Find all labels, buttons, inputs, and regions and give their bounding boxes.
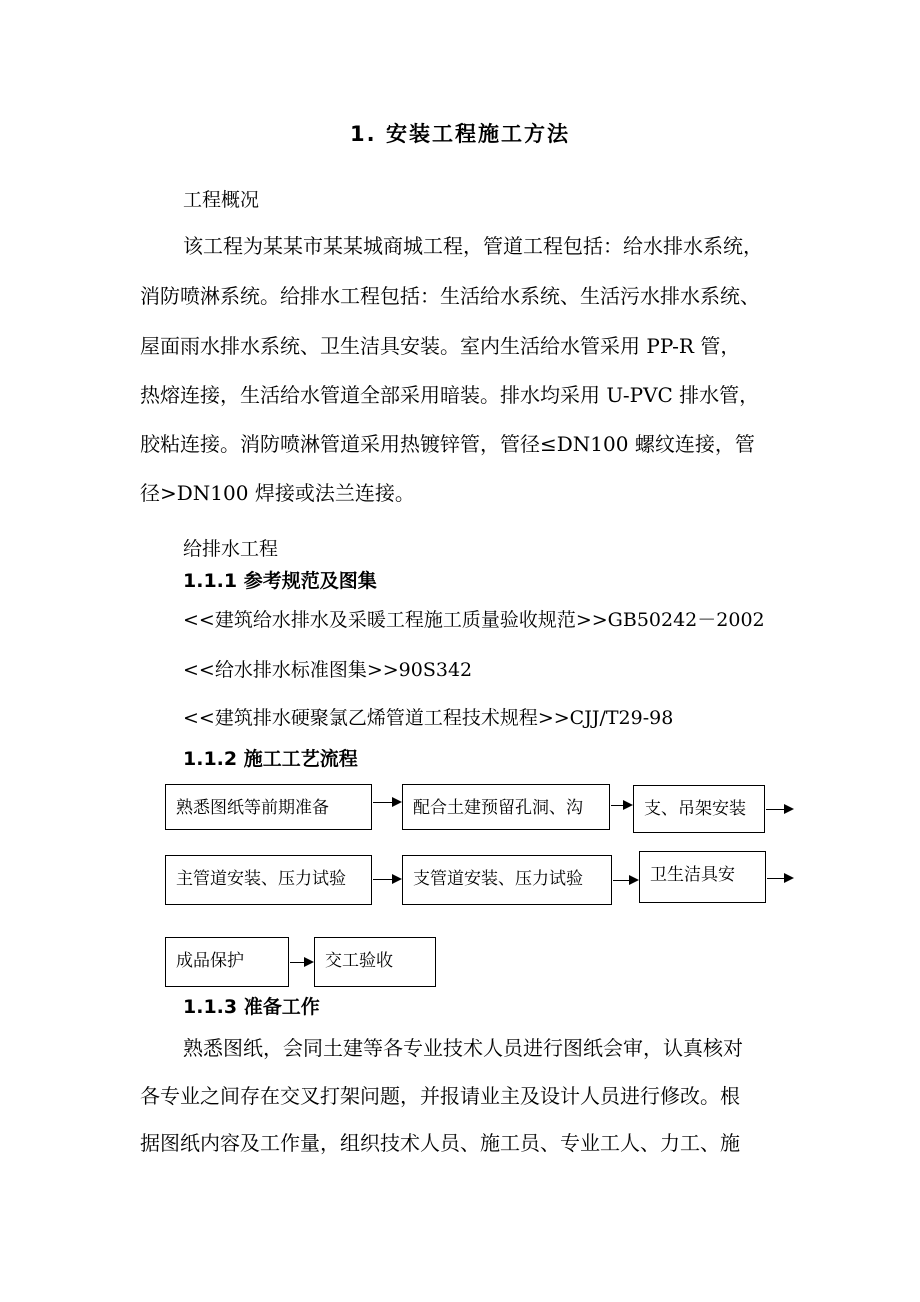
overview-line-6: 径>DN100 焊接或法兰连接。: [140, 481, 415, 505]
flow-step-8: 交工验收: [314, 937, 436, 987]
page-title: 1. 安装工程施工方法: [350, 122, 570, 146]
section-1-1-2-heading: 1.1.2 施工工艺流程: [183, 748, 358, 770]
flow-step-5: 支管道安装、压力试验: [402, 855, 612, 905]
flow-arrow-1: [373, 802, 400, 803]
reference-2: <<给水排水标准图集>>90S342: [183, 659, 473, 681]
flow-step-4: 主管道安装、压力试验: [165, 855, 372, 905]
flow-arrow-2: [611, 805, 631, 806]
flow-arrow-7: [290, 962, 312, 963]
prep-line-2: 各专业之间存在交叉打架问题，并报请业主及设计人员进行修改。根: [140, 1084, 740, 1108]
section-1-1-3-heading: 1.1.3 准备工作: [183, 996, 320, 1018]
reference-3: <<建筑排水硬聚氯乙烯管道工程技术规程>>CJJ/T29-98: [183, 707, 674, 729]
flow-step-3: 支、吊架安装: [633, 785, 765, 833]
section-1-1-1-heading: 1.1.1 参考规范及图集: [183, 570, 377, 592]
flow-step-7: 成品保护: [165, 937, 289, 987]
flow-step-2: 配合土建预留孔洞、沟: [402, 784, 610, 830]
overview-line-5: 胶粘连接。消防喷淋管道采用热镀锌管，管径≤DN100 螺纹连接，管: [140, 432, 755, 456]
flow-arrow-4: [373, 879, 400, 880]
flow-arrow-5: [613, 880, 637, 881]
overview-line-1: 该工程为某某市某某城商城工程，管道工程包括：给水排水系统，: [183, 234, 763, 258]
flow-step-6: 卫生洁具安: [639, 851, 766, 903]
prep-line-1: 熟悉图纸，会同土建等各专业技术人员进行图纸会审，认真核对: [183, 1036, 743, 1060]
flow-step-1: 熟悉图纸等前期准备: [165, 784, 372, 830]
flow-arrow-6: [767, 878, 792, 879]
overview-heading: 工程概况: [183, 189, 260, 211]
prep-line-3: 据图纸内容及工作量，组织技术人员、施工员、专业工人、力工、施: [140, 1131, 740, 1155]
plumbing-heading: 给排水工程: [183, 538, 279, 560]
reference-1: <<建筑给水排水及采暖工程施工质量验收规范>>GB50242－2002: [183, 609, 765, 631]
flow-arrow-3: [766, 809, 792, 810]
overview-line-2: 消防喷淋系统。给排水工程包括：生活给水系统、生活污水排水系统、: [140, 284, 760, 308]
overview-line-4: 热熔连接，生活给水管道全部采用暗装。排水均采用 U-PVC 排水管，: [140, 383, 760, 407]
overview-line-3: 屋面雨水排水系统、卫生洁具安装。室内生活给水管采用 PP-R 管，: [140, 334, 741, 358]
